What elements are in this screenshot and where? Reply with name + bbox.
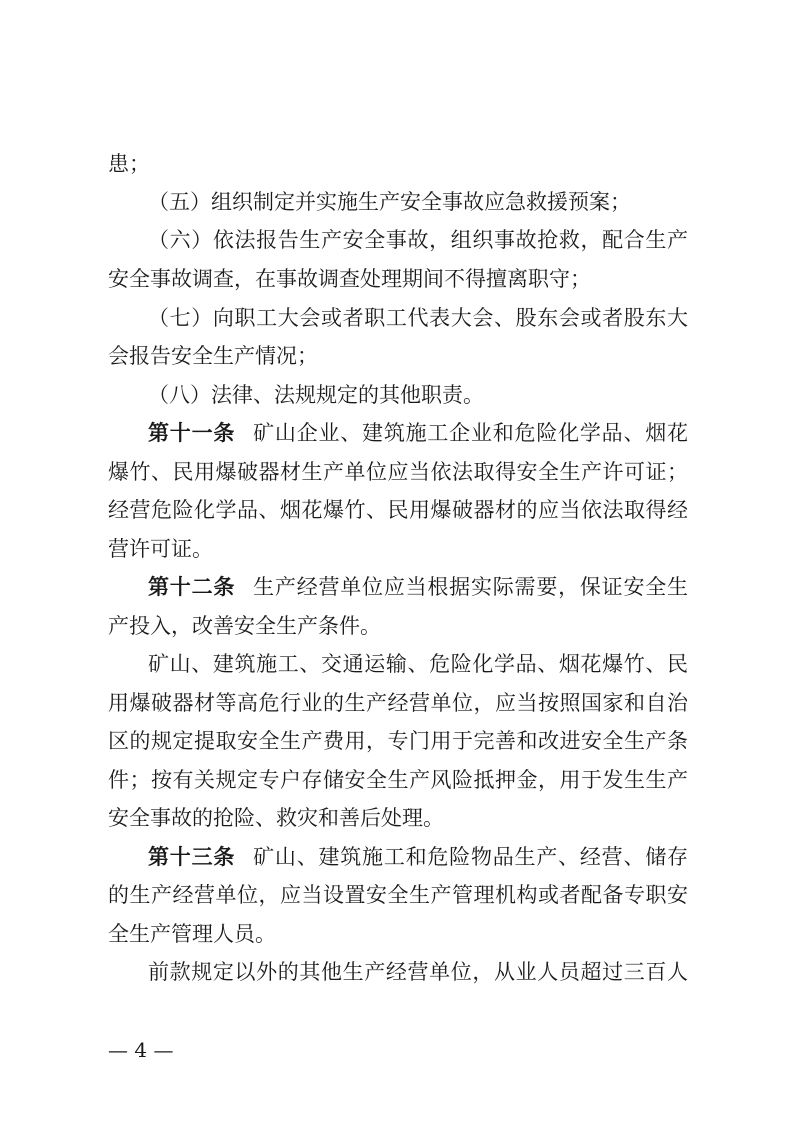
text-line: 全生产管理人员。 (108, 922, 276, 946)
text-line: 爆竹、民用爆破器材生产单位应当依法取得安全生产许可证； (108, 460, 688, 484)
text-line: 生产经营单位应当根据实际需要，保证安全生 (253, 575, 689, 599)
page-number: — 4 — (108, 1038, 174, 1062)
text-line: 件；按有关规定专户存储安全生产风险抵押金，用于发生生产 (108, 768, 688, 792)
article-line (108, 414, 688, 452)
text-line: 区的规定提取安全生产费用，专门用于完善和改进安全生产条 (108, 729, 688, 753)
article-heading: 第十一条 (148, 421, 236, 445)
text-line: 患； (108, 152, 150, 176)
text-line: 产投入，改善安全生产条件。 (108, 614, 381, 638)
text-line: 前款规定以外的其他生产经营单位，从业人员超过三百人 (148, 960, 688, 984)
text-line: 矿山、建筑施工和危险物品生产、经营、储存 (253, 845, 689, 869)
text-line: （六）依法报告生产安全事故，组织事故抢救，配合生产 (148, 228, 688, 252)
text-line: 营许可证。 (108, 537, 213, 561)
text-line: 矿山企业、建筑施工企业和危险化学品、烟花 (253, 421, 689, 445)
text-line: 安全事故调查，在事故调查处理期间不得擅离职守； (108, 267, 591, 291)
article-heading: 第十三条 (148, 845, 236, 869)
text-line: 的生产经营单位，应当设置安全生产管理机构或者配备专职安 (108, 883, 688, 907)
text-line: 会报告安全生产情况； (108, 344, 318, 368)
text-line: （七）向职工大会或者职工代表大会、股东会或者股东大 (148, 306, 688, 330)
text-line: 矿山、建筑施工、交通运输、危险化学品、烟花爆竹、民 (148, 652, 688, 676)
text-line: 安全事故的抢险、救灾和善后处理。 (108, 806, 444, 830)
article-line (108, 568, 688, 606)
article-line (108, 838, 688, 876)
text-line: 经营危险化学品、烟花爆竹、民用爆破器材的应当依法取得经 (108, 498, 688, 522)
text-line: 用爆破器材等高危行业的生产经营单位，应当按照国家和自治 (108, 691, 688, 715)
text-line: （八）法律、法规规定的其他职责。 (148, 383, 484, 407)
text-line: （五）组织制定并实施生产安全事故应急救援预案； (148, 190, 631, 214)
article-heading: 第十二条 (148, 575, 236, 599)
